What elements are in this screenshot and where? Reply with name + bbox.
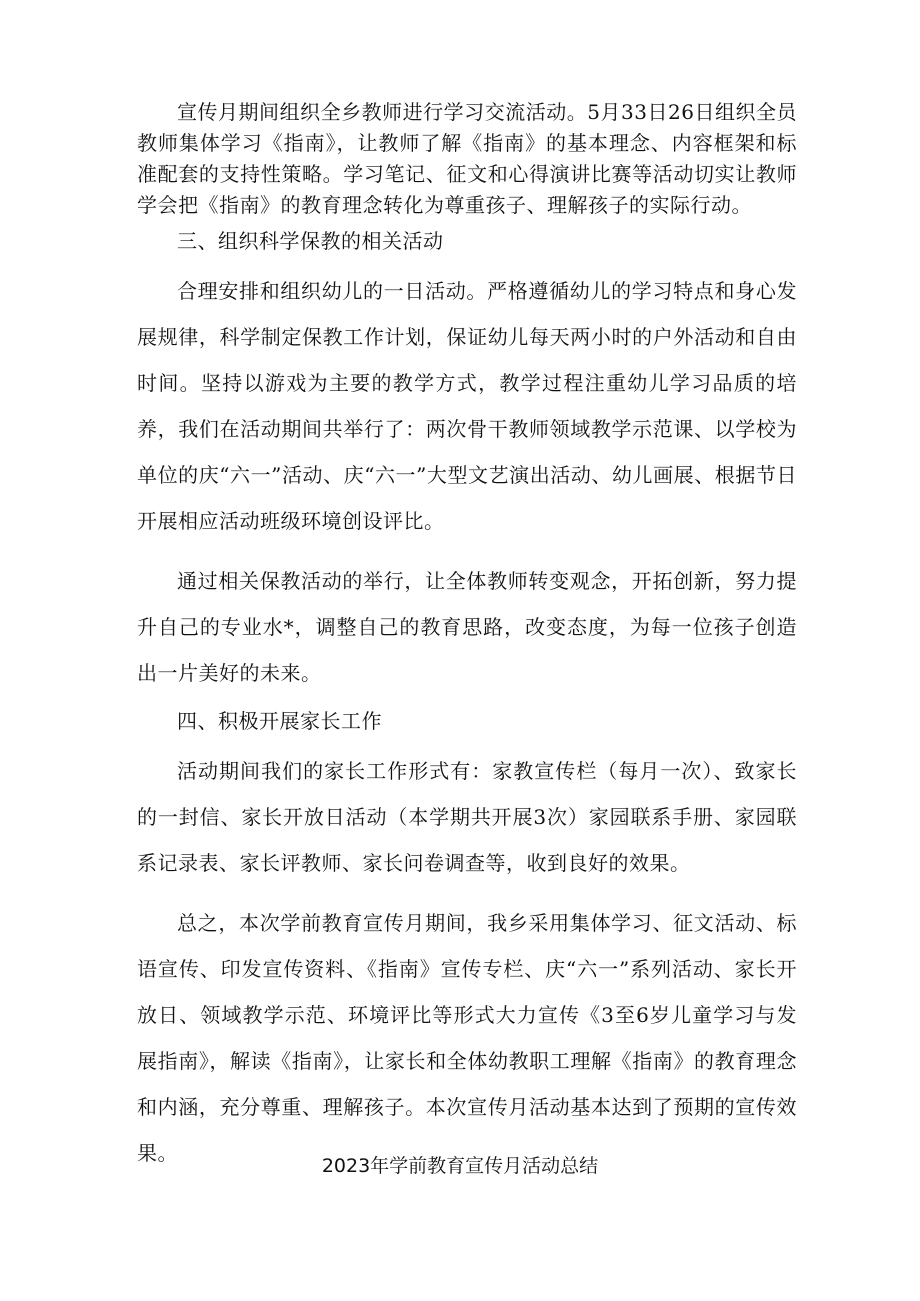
document-title: 2023年学前教育宣传月活动总结 [321, 1155, 599, 1177]
paragraph-activities: 合理安排和组织幼儿的一日活动。严格遵循幼儿的学习特点和身心发展规律，科学制定保教工作计划，保证幼儿每天两小时的户外活动和自由时间。坚持以游戏为主要的教学方式，教学过程注重幼儿学习品质的培养，我们在活动期间共举行了：两次骨干教师领域教学示范课、以学校为单位的庆“六一”活动、庆“六一”大型文艺演出活动、幼儿画展、根据节日开展相应活动班级环境创设评比。 [137, 279, 797, 533]
paragraph-teacher-study: 宣传月期间组织全乡教师进行学习交流活动。5月33日26日组织全员教师集体学习《指南》，让教师了解《指南》的基本理念、内容框架和标准配套的支持性策略。学习笔记、征文和心得演讲比赛等活动切实让教师学会把《指南》的教育理念转化为尊重孩子、理解孩子的实际行动。 [137, 100, 797, 217]
section-heading-4: 四、积极开展家长工作 [177, 709, 382, 733]
section-heading-3: 三、组织科学保教的相关活动 [177, 229, 444, 253]
paragraph-summary: 总之，本次学前教育宣传月期间，我乡采用集体学习、征文活动、标语宣传、印发宣传资料、《指南》宣传专栏、庆“六一”系列活动、家长开放日、领域教学示范、环境评比等形式大力宣传《3至6岁儿童学习与发展指南》，解读《指南》，让家长和全体幼教职工理解《指南》的教育理念和内涵，充分尊重、理解孩子。本次宣传月活动基本达到了预期的宣传效果。 [137, 911, 797, 1165]
paragraph-outcome: 通过相关保教活动的举行，让全体教师转变观念，开拓创新，努力提升自己的专业水*，调整自己的教育思路，改变态度，为每一位孩子创造出一片美好的未来。 [137, 569, 797, 685]
paragraph-parent-work: 活动期间我们的家长工作形式有：家教宣传栏（每月一次）、致家长的一封信、家长开放日活动（本学期共开展3次）家园联系手册、家园联系记录表、家长评教师、家长问卷调查等，收到良好的效果。 [137, 759, 797, 875]
